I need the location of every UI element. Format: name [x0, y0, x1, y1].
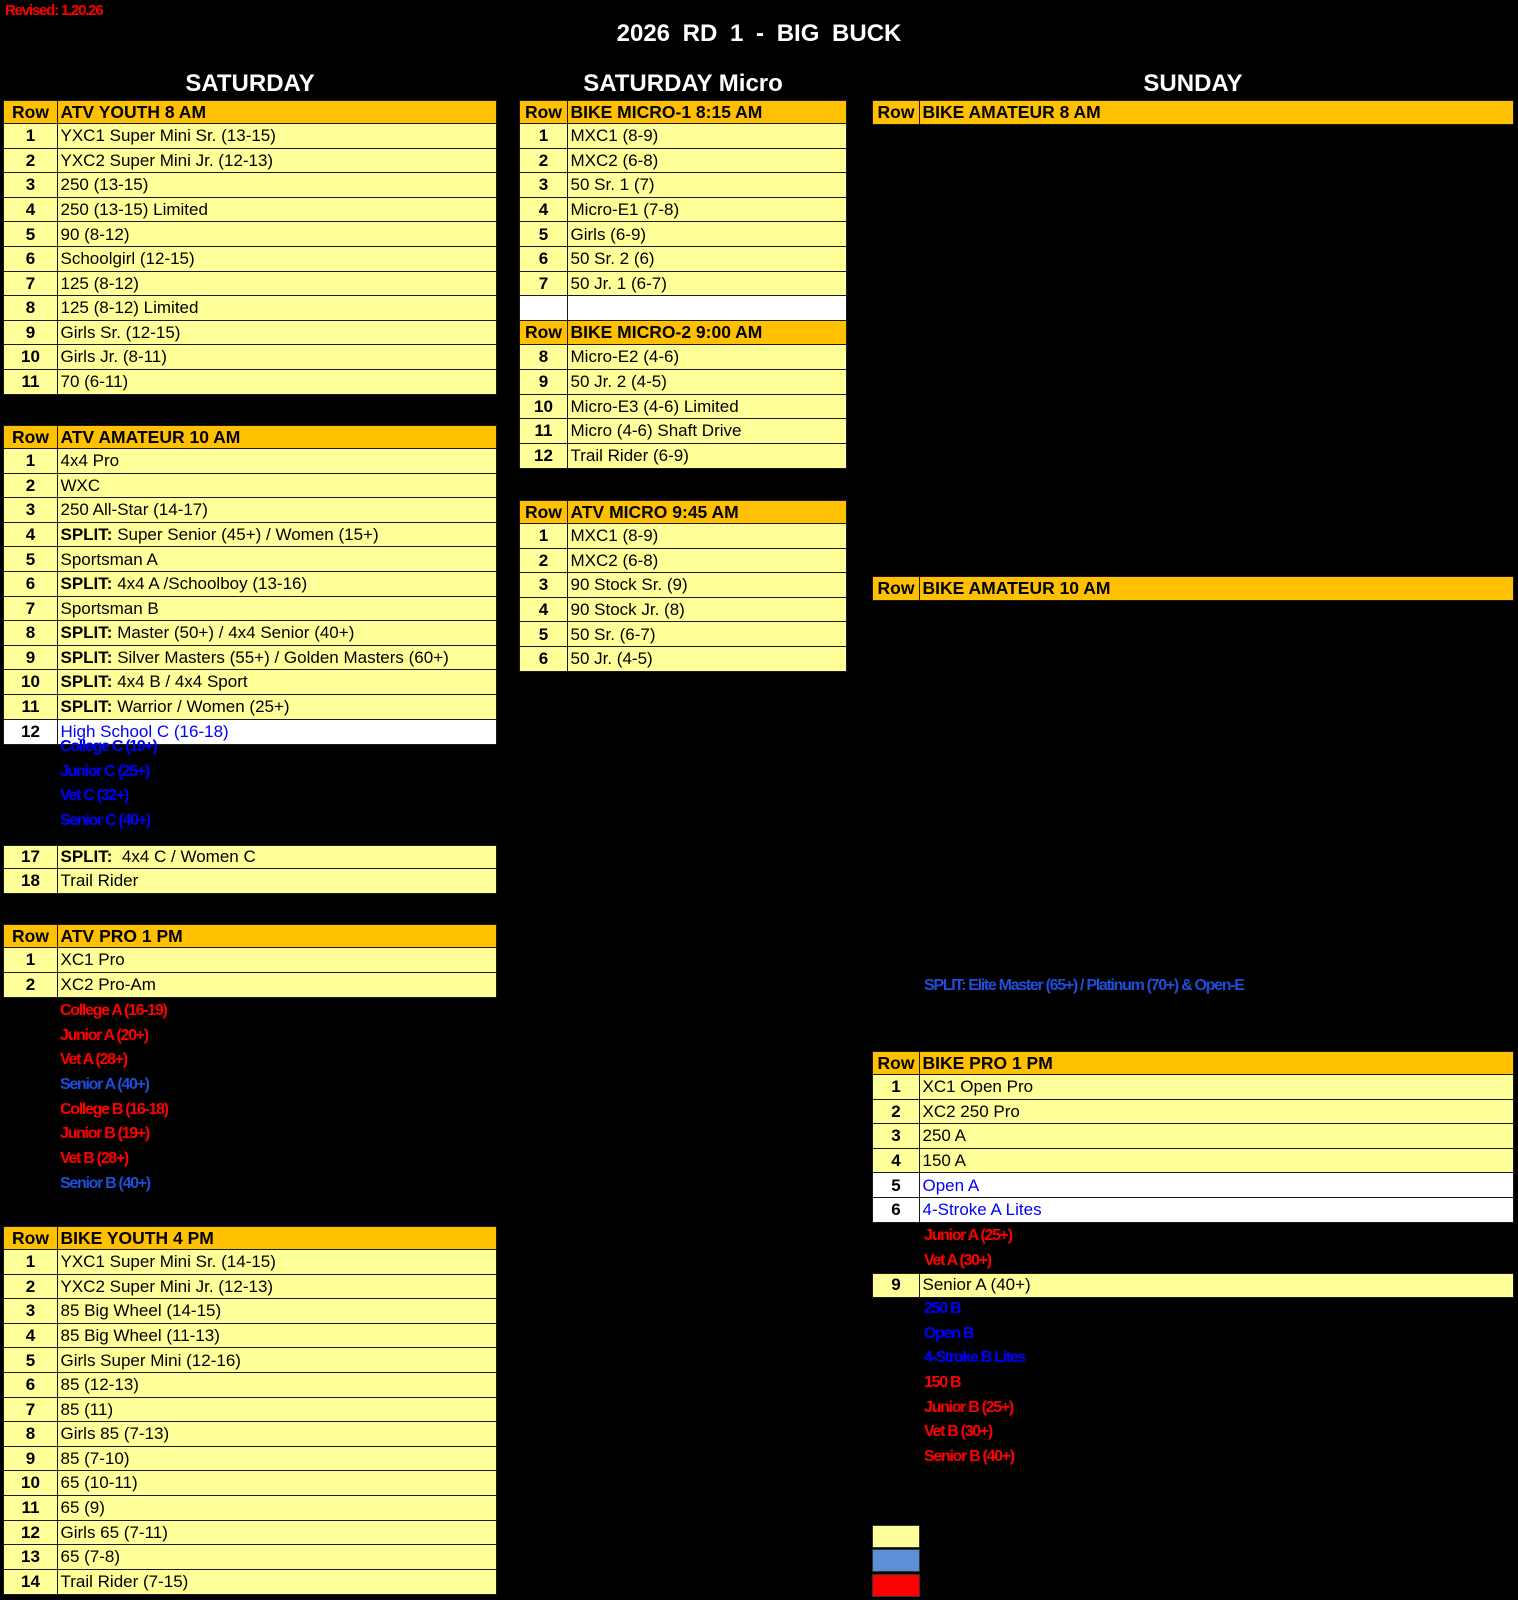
- table-row: [872, 1125, 1514, 1150]
- row-header: Row: [872, 576, 920, 601]
- revised-date: Revised: 1.20.26: [5, 2, 103, 19]
- row-number: 2: [3, 148, 58, 174]
- table-row: [3, 1251, 497, 1276]
- class-label: [57, 645, 498, 671]
- class-label: 90 Stock Jr. (8): [567, 597, 848, 623]
- row-number: 9: [519, 369, 568, 395]
- sub-class: 250 B: [924, 1300, 961, 1317]
- class-label: YXC2 Super Mini Jr. (12-13): [57, 1274, 498, 1300]
- row-number: 17: [3, 845, 58, 870]
- table-header: [519, 321, 847, 346]
- table-header: [3, 1226, 497, 1251]
- class-label-text: Warrior / Women (25+): [117, 697, 290, 717]
- page-title: 2026 RD 1 - BIG BUCK: [616, 20, 902, 47]
- table-row: [3, 297, 497, 322]
- class-label: 50 Sr. 1 (7): [567, 172, 848, 198]
- row-number: 1: [3, 947, 58, 973]
- row-number: 11: [3, 1495, 58, 1521]
- class-label: Open A: [919, 1172, 1515, 1198]
- class-label: 65 (10-11): [57, 1470, 498, 1496]
- row-number: 5: [519, 621, 568, 647]
- table-row: [519, 149, 847, 174]
- class-label: 65 (9): [57, 1495, 498, 1521]
- row-number: 4: [872, 1148, 920, 1174]
- sub-class: Senior C (40+): [60, 812, 150, 829]
- class-label: 250 A: [919, 1123, 1515, 1149]
- row-number: 7: [3, 1397, 58, 1423]
- row-number: [519, 295, 568, 321]
- row-header: Row: [3, 425, 58, 450]
- row-number: 5: [872, 1172, 920, 1198]
- table-row: [872, 1273, 1514, 1298]
- class-label: 50 Jr. 1 (6-7): [567, 271, 848, 297]
- table-row: [519, 272, 847, 297]
- row-header: Row: [3, 924, 58, 949]
- table-header: [872, 100, 1514, 125]
- row-number: 13: [3, 1544, 58, 1570]
- class-label: 85 (12-13): [57, 1372, 498, 1398]
- row-number: 7: [3, 271, 58, 297]
- table-row: [3, 1324, 497, 1349]
- class-label: MXC1 (8-9): [567, 523, 848, 549]
- class-label-text: 4x4 B / 4x4 Sport: [117, 672, 248, 692]
- row-number: 2: [872, 1099, 920, 1125]
- sub-class: College B (16-18): [60, 1101, 168, 1118]
- class-label: 85 Big Wheel (11-13): [57, 1323, 498, 1349]
- table-header: [3, 425, 497, 450]
- class-label-text: Super Senior (45+) / Women (15+): [117, 524, 379, 544]
- class-label: XC2 Pro-Am: [57, 972, 498, 998]
- table-row: [3, 248, 497, 273]
- row-number: 5: [519, 221, 568, 247]
- class-label: Micro-E1 (7-8): [567, 197, 848, 223]
- row-header: Row: [3, 100, 58, 125]
- table-row: [3, 1398, 497, 1423]
- sub-class: 150 B: [924, 1374, 961, 1391]
- class-label: Trail Rider (6-9): [567, 443, 848, 469]
- row-number: 4: [519, 197, 568, 223]
- table-row: [3, 1570, 497, 1595]
- legend-swatch-yellow: [872, 1525, 920, 1548]
- row-number: 3: [3, 497, 58, 523]
- table-header: [519, 100, 847, 125]
- class-label: XC1 Pro: [57, 947, 498, 973]
- row-number: 2: [519, 148, 568, 174]
- table-row: [3, 1497, 497, 1522]
- table-row: [3, 1546, 497, 1571]
- session-title: BIKE MICRO-2 9:00 AM: [567, 320, 848, 346]
- table-row: [519, 395, 847, 420]
- class-label: Girls 65 (7-11): [57, 1520, 498, 1546]
- row-number: 11: [519, 418, 568, 444]
- table-atv-youth: [3, 100, 497, 395]
- class-label: YXC1 Super Mini Sr. (14-15): [57, 1249, 498, 1275]
- class-label: WXC: [57, 473, 498, 499]
- table-header: [3, 100, 497, 125]
- class-label-text: 4x4 A /Schoolboy (13-16): [117, 574, 308, 594]
- row-number: 4: [519, 597, 568, 623]
- sub-class: Vet A (30+): [924, 1252, 991, 1269]
- class-label: XC1 Open Pro: [919, 1074, 1515, 1100]
- class-label: [567, 295, 848, 321]
- split-prefix: SPLIT:: [60, 524, 113, 544]
- class-label: Sportsman B: [57, 596, 498, 622]
- table-row: [3, 125, 497, 150]
- table-row: [872, 1076, 1514, 1101]
- class-label: Sportsman A: [57, 546, 498, 572]
- class-label: High School C (16-18): [57, 719, 498, 745]
- split-prefix: SPLIT:: [60, 574, 113, 594]
- class-label: 4x4 Pro: [57, 448, 498, 474]
- sub-class: Junior B (19+): [60, 1125, 149, 1142]
- table-row: [519, 420, 847, 445]
- table-row: [519, 648, 847, 673]
- class-label: MXC2 (6-8): [567, 148, 848, 174]
- row-number: 10: [519, 394, 568, 420]
- sub-class: College C (19+): [60, 738, 157, 755]
- table-row: [3, 973, 497, 998]
- day-title-sunday: SUNDAY: [1143, 70, 1243, 97]
- table-row: [3, 1423, 497, 1448]
- session-title: ATV MICRO 9:45 AM: [567, 500, 848, 525]
- row-number: 10: [3, 1470, 58, 1496]
- table-row: [3, 597, 497, 622]
- row-number: 4: [3, 522, 58, 548]
- table-row: [3, 671, 497, 696]
- table-row: [3, 371, 497, 396]
- row-number: 9: [3, 320, 58, 346]
- table-row: [3, 272, 497, 297]
- class-label: [57, 571, 498, 597]
- row-number: 18: [3, 868, 58, 894]
- table-atv-amateur: [3, 425, 497, 745]
- table-row: [3, 1349, 497, 1374]
- table-row: [3, 696, 497, 721]
- row-number: 11: [3, 369, 58, 395]
- table-row-highlight: [872, 1174, 1514, 1199]
- row-number: 6: [3, 246, 58, 272]
- class-label: MXC2 (6-8): [567, 548, 848, 574]
- class-label: 85 (11): [57, 1397, 498, 1423]
- class-label: Micro (4-6) Shaft Drive: [567, 418, 848, 444]
- class-label: 65 (7-8): [57, 1544, 498, 1570]
- class-label: Micro-E2 (4-6): [567, 344, 848, 370]
- class-label: 125 (8-12): [57, 271, 498, 297]
- row-number: 6: [519, 646, 568, 672]
- class-label-text: Master (50+) / 4x4 Senior (40+): [117, 623, 355, 643]
- sub-class: Vet C (32+): [60, 787, 128, 804]
- table-row: [519, 223, 847, 248]
- class-label: 85 Big Wheel (14-15): [57, 1298, 498, 1324]
- table-row: [3, 573, 497, 598]
- class-label: Trail Rider (7-15): [57, 1569, 498, 1595]
- row-number: 1: [519, 123, 568, 149]
- table-row: [872, 1149, 1514, 1174]
- class-label: [57, 620, 498, 646]
- class-label: YXC1 Super Mini Sr. (13-15): [57, 123, 498, 149]
- table-row: [519, 198, 847, 223]
- row-number: 8: [3, 295, 58, 321]
- table-row-empty: [519, 297, 847, 322]
- table-row: [3, 949, 497, 974]
- table-atv-micro: [519, 500, 847, 672]
- table-row: [3, 346, 497, 371]
- table-row: [3, 870, 497, 895]
- class-label: [57, 522, 498, 548]
- row-header: Row: [519, 500, 568, 525]
- class-label: Micro-E3 (4-6) Limited: [567, 394, 848, 420]
- session-title: BIKE MICRO-1 8:15 AM: [567, 100, 848, 125]
- row-header: Row: [519, 320, 568, 346]
- table-row: [3, 198, 497, 223]
- row-number: 5: [3, 546, 58, 572]
- table-row: [3, 321, 497, 346]
- class-label: 50 Jr. 2 (4-5): [567, 369, 848, 395]
- row-number: 3: [519, 172, 568, 198]
- table-row: [3, 1447, 497, 1472]
- row-number: 4: [3, 197, 58, 223]
- sub-class: Senior A (40+): [60, 1076, 149, 1093]
- sub-class: Junior C (25+): [60, 763, 149, 780]
- class-label: Senior A (40+): [919, 1273, 1515, 1298]
- row-number: 5: [3, 1347, 58, 1373]
- table-row: [3, 646, 497, 671]
- row-header: Row: [3, 1226, 58, 1251]
- sub-class: Vet B (30+): [924, 1423, 992, 1440]
- class-label: Schoolgirl (12-15): [57, 246, 498, 272]
- row-number: 7: [519, 271, 568, 297]
- row-number: 4: [3, 1323, 58, 1349]
- row-number: 3: [3, 1298, 58, 1324]
- class-label: XC2 250 Pro: [919, 1099, 1515, 1125]
- class-label: MXC1 (8-9): [567, 123, 848, 149]
- row-number: 8: [3, 620, 58, 646]
- class-label: 50 Jr. (4-5): [567, 646, 848, 672]
- table-header: [872, 576, 1514, 601]
- session-title: BIKE AMATEUR 8 AM: [919, 100, 1515, 125]
- row-number: 14: [3, 1569, 58, 1595]
- table-row-highlight: [872, 1199, 1514, 1224]
- split-prefix: SPLIT:: [60, 847, 113, 867]
- session-title: BIKE YOUTH 4 PM: [57, 1226, 498, 1251]
- table-row: [3, 1275, 497, 1300]
- class-label: 90 Stock Sr. (9): [567, 572, 848, 598]
- table-bike-youth: [3, 1226, 497, 1595]
- row-number: 7: [3, 596, 58, 622]
- sub-class: Open B: [924, 1325, 974, 1342]
- table-row: [3, 1472, 497, 1497]
- table-row: [3, 523, 497, 548]
- row-number: 8: [519, 344, 568, 370]
- row-number: 2: [519, 548, 568, 574]
- table-row: [872, 1100, 1514, 1125]
- row-number: 1: [872, 1074, 920, 1100]
- session-title: BIKE AMATEUR 10 AM: [919, 576, 1515, 601]
- row-number: 9: [872, 1273, 920, 1298]
- session-title: ATV AMATEUR 10 AM: [57, 425, 498, 450]
- row-number: 9: [3, 1446, 58, 1472]
- table-atv-amateur-cont: [3, 845, 497, 894]
- table-row: [3, 450, 497, 475]
- table-row: [519, 598, 847, 623]
- table-row: [3, 149, 497, 174]
- class-label: 150 A: [919, 1148, 1515, 1174]
- split-prefix: SPLIT:: [60, 697, 113, 717]
- class-label: 70 (6-11): [57, 369, 498, 395]
- legend-swatch-blue: [872, 1549, 920, 1572]
- table-row: [519, 525, 847, 550]
- table-bike-amateur-8am: [872, 100, 1514, 125]
- session-title: BIKE PRO 1 PM: [919, 1051, 1515, 1076]
- row-number: 3: [519, 572, 568, 598]
- table-row: [519, 174, 847, 199]
- row-number: 2: [3, 1274, 58, 1300]
- row-number: 1: [3, 448, 58, 474]
- row-number: 10: [3, 344, 58, 370]
- row-number: 6: [3, 1372, 58, 1398]
- class-label: 90 (8-12): [57, 221, 498, 247]
- table-atv-pro: [3, 924, 497, 998]
- table-row: [519, 346, 847, 371]
- row-header: Row: [519, 100, 568, 125]
- table-row: [3, 548, 497, 573]
- table-row: [519, 574, 847, 599]
- split-prefix: SPLIT:: [60, 647, 113, 667]
- class-label: 250 (13-15): [57, 172, 498, 198]
- class-label: 50 Sr. 2 (6): [567, 246, 848, 272]
- sub-class: 4-Stroke B Lites: [924, 1349, 1026, 1366]
- row-number: 1: [3, 1249, 58, 1275]
- table-header: [872, 1051, 1514, 1076]
- row-number: 12: [519, 443, 568, 469]
- class-label: 250 (13-15) Limited: [57, 197, 498, 223]
- sub-class: Senior B (40+): [60, 1175, 150, 1192]
- class-label-text: Silver Masters (55+) / Golden Masters (60+): [117, 647, 449, 667]
- split-prefix: SPLIT:: [60, 672, 113, 692]
- sub-class: Junior B (25+): [924, 1399, 1013, 1416]
- row-number: 8: [3, 1421, 58, 1447]
- table-bike-pro: [872, 1051, 1514, 1223]
- row-number: 6: [519, 246, 568, 272]
- table-row: [519, 623, 847, 648]
- sub-class: Junior A (20+): [60, 1027, 148, 1044]
- table-row: [3, 474, 497, 499]
- table-header: [519, 500, 847, 525]
- class-label: Girls Jr. (8-11): [57, 344, 498, 370]
- row-header: Row: [872, 100, 920, 125]
- row-number: 11: [3, 694, 58, 720]
- table-row: [519, 125, 847, 150]
- row-number: 1: [519, 523, 568, 549]
- class-label: Trail Rider: [57, 868, 498, 894]
- class-label: Girls Sr. (12-15): [57, 320, 498, 346]
- table-row: [519, 444, 847, 469]
- class-label: [57, 669, 498, 695]
- split-note: SPLIT: Elite Master (65+) / Platinum (70+) & Open-E: [924, 977, 1244, 994]
- class-label-text: 4x4 C / Women C: [117, 847, 256, 867]
- row-number: 12: [3, 719, 58, 745]
- table-header: [3, 924, 497, 949]
- sub-class: Junior A (25+): [924, 1227, 1012, 1244]
- row-number: 3: [872, 1123, 920, 1149]
- split-prefix: SPLIT:: [60, 623, 113, 643]
- row-number: 3: [3, 172, 58, 198]
- day-title-saturday-micro: SATURDAY Micro: [583, 70, 783, 97]
- row-header: Row: [872, 1051, 920, 1076]
- table-row: [3, 499, 497, 524]
- legend-swatch-red: [872, 1574, 920, 1597]
- row-number: 6: [3, 571, 58, 597]
- row-number: 5: [3, 221, 58, 247]
- row-number: 1: [3, 123, 58, 149]
- class-label: 250 All-Star (14-17): [57, 497, 498, 523]
- day-title-saturday: SATURDAY: [185, 70, 315, 97]
- session-title: ATV YOUTH 8 AM: [57, 100, 498, 125]
- table-row: [3, 1374, 497, 1399]
- row-number: 9: [3, 645, 58, 671]
- class-label: Girls Super Mini (12-16): [57, 1347, 498, 1373]
- session-title: ATV PRO 1 PM: [57, 924, 498, 949]
- class-label: 85 (7-10): [57, 1446, 498, 1472]
- row-number: 6: [872, 1197, 920, 1223]
- class-label: 125 (8-12) Limited: [57, 295, 498, 321]
- class-label: Girls 85 (7-13): [57, 1421, 498, 1447]
- table-bike-micro-1: [519, 100, 847, 469]
- sub-class: Senior B (40+): [924, 1448, 1014, 1465]
- class-label: 4-Stroke A Lites: [919, 1197, 1515, 1223]
- class-label: [57, 845, 498, 870]
- table-row: [3, 622, 497, 647]
- class-label: [57, 694, 498, 720]
- sub-class: College A (16-19): [60, 1002, 167, 1019]
- sub-class: Vet B (28+): [60, 1150, 128, 1167]
- table-row: [3, 1300, 497, 1325]
- class-label: YXC2 Super Mini Jr. (12-13): [57, 148, 498, 174]
- sub-class: Vet A (28+): [60, 1051, 127, 1068]
- row-number: 10: [3, 669, 58, 695]
- class-label: 50 Sr. (6-7): [567, 621, 848, 647]
- row-number: 2: [3, 972, 58, 998]
- row-number: 12: [3, 1520, 58, 1546]
- table-row: [519, 371, 847, 396]
- table-row: [3, 223, 497, 248]
- table-row: [519, 549, 847, 574]
- class-label: Girls (6-9): [567, 221, 848, 247]
- table-row: [3, 845, 497, 870]
- row-number: 2: [3, 473, 58, 499]
- table-row: [3, 1521, 497, 1546]
- table-bike-amateur-10am: [872, 576, 1514, 601]
- table-bike-pro-cont: [872, 1273, 1514, 1298]
- table-row: [3, 174, 497, 199]
- table-row: [519, 248, 847, 273]
